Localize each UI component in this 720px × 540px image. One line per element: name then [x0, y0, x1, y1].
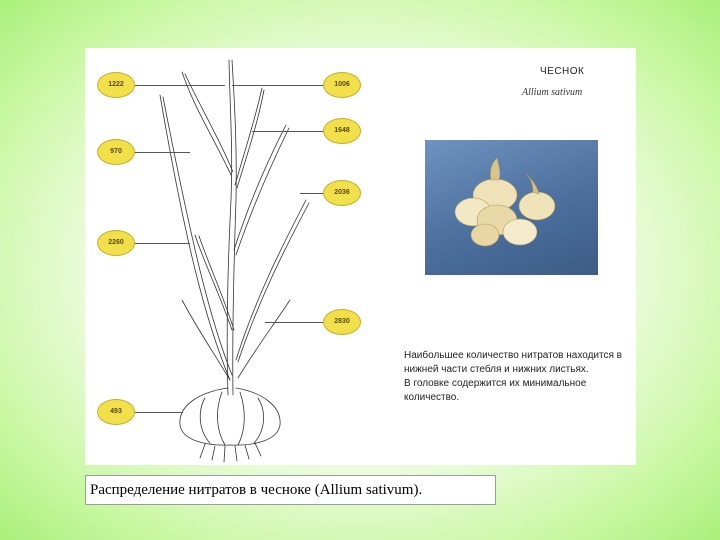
leader-line: [232, 85, 323, 86]
leader-line: [135, 85, 225, 86]
leader-line: [265, 322, 323, 323]
plant-stem: [227, 60, 231, 395]
garlic-bulb: [238, 392, 244, 445]
plant-leaf: [237, 90, 264, 188]
nitrate-value-badge: 2260: [97, 230, 135, 256]
plant-leaf: [160, 95, 230, 380]
nitrate-value-badge: 1222: [97, 72, 135, 98]
nitrate-value-badge: 2830: [323, 309, 361, 335]
garlic-roots: [200, 443, 261, 462]
plant-leaf: [182, 72, 231, 175]
description-note: [404, 349, 622, 405]
leader-line: [252, 131, 323, 132]
plant-latin-name: Allium sativum: [522, 87, 583, 98]
garlic-bulb: [254, 398, 264, 443]
plant-leaf: [234, 125, 286, 250]
garlic-bulb: [180, 388, 280, 445]
nitrate-value-badge: 970: [97, 139, 135, 165]
plant-leaf: [182, 300, 230, 380]
leader-line: [300, 193, 323, 194]
plant-leaf: [195, 235, 232, 330]
nitrate-value-badge: 1006: [323, 72, 361, 98]
plant-name: ЧЕСНОК: [540, 66, 585, 77]
nitrate-value-badge: 1648: [323, 118, 361, 144]
plant-leaf: [185, 74, 233, 172]
garlic-bulb: [217, 392, 225, 445]
leader-line: [135, 412, 183, 413]
plant-leaf: [235, 88, 262, 185]
plant-leaf: [236, 128, 289, 255]
note-line: Наибольшее количество нитратов находится в нижней части стебля и нижних листьях.: [404, 350, 622, 375]
garlic-bulb: [200, 398, 210, 443]
nitrate-value-badge: 2036: [323, 180, 361, 206]
plant-stem: [232, 60, 236, 395]
leader-line: [135, 152, 190, 153]
plant-leaf: [163, 97, 232, 375]
slide-caption: Распределение нитратов в чесноке (Allium sativum).: [85, 475, 496, 505]
garlic-photo: [425, 140, 598, 275]
leader-line: [135, 243, 190, 244]
note-line: В головке содержится их минимальное количество.: [404, 378, 587, 403]
nitrate-value-badge: 493: [97, 399, 135, 425]
plant-leaf: [238, 203, 309, 362]
plant-leaf: [236, 200, 306, 360]
